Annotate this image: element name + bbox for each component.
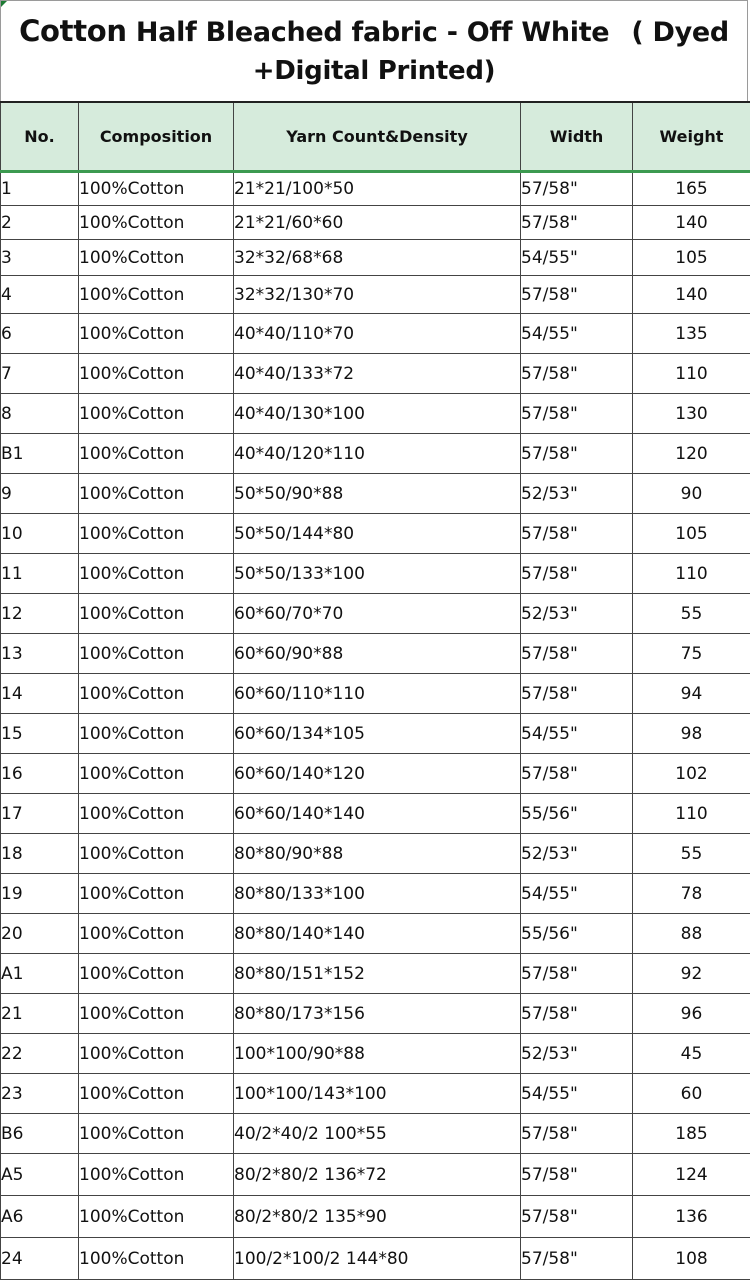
cell-width: 57/58": [521, 1196, 633, 1238]
cell-no: 6: [1, 314, 79, 354]
cell-width: 57/58": [521, 206, 633, 240]
table-row: [1, 914, 750, 954]
cell-width: 57/58": [521, 1238, 633, 1280]
cell-no: A6: [1, 1196, 79, 1238]
cell-weight: 55: [633, 834, 750, 874]
table-row: [1, 794, 750, 834]
header-width: Width: [521, 102, 633, 172]
cell-weight: 94: [633, 674, 750, 714]
cell-weight: 45: [633, 1034, 750, 1074]
cell-composition: 100%Cotton: [79, 172, 234, 206]
table-row: [1, 206, 750, 240]
cell-no: 12: [1, 594, 79, 634]
cell-width: 54/55": [521, 314, 633, 354]
cell-weight: 96: [633, 994, 750, 1034]
cell-no: 17: [1, 794, 79, 834]
cell-composition: 100%Cotton: [79, 874, 234, 914]
cell-composition: 100%Cotton: [79, 714, 234, 754]
cell-no: 14: [1, 674, 79, 714]
cell-yarn-count-density: 50*50/144*80: [234, 514, 521, 554]
cell-weight: 110: [633, 554, 750, 594]
table-row: [1, 714, 750, 754]
cell-yarn-count-density: 40*40/110*70: [234, 314, 521, 354]
table-row: [1, 754, 750, 794]
cell-composition: 100%Cotton: [79, 514, 234, 554]
cell-weight: 136: [633, 1196, 750, 1238]
cell-weight: 88: [633, 914, 750, 954]
cell-composition: 100%Cotton: [79, 674, 234, 714]
cell-yarn-count-density: 100*100/90*88: [234, 1034, 521, 1074]
cell-width: 55/56": [521, 794, 633, 834]
cell-weight: 78: [633, 874, 750, 914]
cell-yarn-count-density: 32*32/68*68: [234, 240, 521, 276]
cell-no: 9: [1, 474, 79, 514]
cell-no: 21: [1, 994, 79, 1034]
cell-width: 52/53": [521, 1034, 633, 1074]
header-weight: Weight: [633, 102, 750, 172]
cell-yarn-count-density: 60*60/110*110: [234, 674, 521, 714]
table-row: [1, 674, 750, 714]
cell-composition: 100%Cotton: [79, 794, 234, 834]
cell-width: 52/53": [521, 594, 633, 634]
fabric-spec-table: [0, 101, 750, 1280]
cell-composition: 100%Cotton: [79, 240, 234, 276]
table-row: [1, 394, 750, 434]
header-no: No.: [1, 102, 79, 172]
cell-weight: 98: [633, 714, 750, 754]
cell-width: 57/58": [521, 172, 633, 206]
cell-yarn-count-density: 60*60/140*120: [234, 754, 521, 794]
cell-weight: 105: [633, 514, 750, 554]
table-row: [1, 554, 750, 594]
table-row: [1, 514, 750, 554]
cell-composition: 100%Cotton: [79, 1034, 234, 1074]
cell-width: 57/58": [521, 1154, 633, 1196]
cell-weight: 102: [633, 754, 750, 794]
cell-composition: 100%Cotton: [79, 994, 234, 1034]
cell-width: 57/58": [521, 1114, 633, 1154]
cell-yarn-count-density: 80*80/173*156: [234, 994, 521, 1034]
cell-width: 57/58": [521, 634, 633, 674]
table-row: [1, 1238, 750, 1280]
page-title-line-1: [1, 11, 747, 53]
table-row: [1, 1154, 750, 1196]
cell-width: 57/58": [521, 276, 633, 314]
cell-no: 19: [1, 874, 79, 914]
cell-weight: 90: [633, 474, 750, 514]
cell-composition: 100%Cotton: [79, 394, 234, 434]
cell-weight: 92: [633, 954, 750, 994]
cell-yarn-count-density: 40*40/130*100: [234, 394, 521, 434]
cell-yarn-count-density: 80*80/140*140: [234, 914, 521, 954]
cell-yarn-count-density: 40/2*40/2 100*55: [234, 1114, 521, 1154]
table-row: [1, 1114, 750, 1154]
cell-weight: 140: [633, 206, 750, 240]
cell-weight: 185: [633, 1114, 750, 1154]
cell-weight: 75: [633, 634, 750, 674]
cell-composition: 100%Cotton: [79, 434, 234, 474]
table-row: [1, 594, 750, 634]
table-row: [1, 994, 750, 1034]
cell-no: A5: [1, 1154, 79, 1196]
cell-composition: 100%Cotton: [79, 354, 234, 394]
cell-no: 10: [1, 514, 79, 554]
table-row: [1, 634, 750, 674]
cell-composition: 100%Cotton: [79, 594, 234, 634]
cell-width: 54/55": [521, 874, 633, 914]
cell-width: 57/58": [521, 994, 633, 1034]
cell-width: 55/56": [521, 914, 633, 954]
cell-width: 57/58": [521, 754, 633, 794]
cell-width: 57/58": [521, 434, 633, 474]
cell-width: 57/58": [521, 674, 633, 714]
page-title-line-2: +Digital Printed): [1, 53, 747, 89]
cell-composition: 100%Cotton: [79, 1074, 234, 1114]
cell-yarn-count-density: 60*60/140*140: [234, 794, 521, 834]
table-row: [1, 1034, 750, 1074]
cell-composition: 100%Cotton: [79, 276, 234, 314]
cell-width: 54/55": [521, 1074, 633, 1114]
cell-width: 57/58": [521, 394, 633, 434]
cell-weight: 120: [633, 434, 750, 474]
table-row: [1, 314, 750, 354]
cell-weight: 105: [633, 240, 750, 276]
cell-composition: 100%Cotton: [79, 314, 234, 354]
cell-width: 54/55": [521, 714, 633, 754]
table-row: [1, 434, 750, 474]
table-row: [1, 240, 750, 276]
cell-width: 57/58": [521, 554, 633, 594]
cell-width: 52/53": [521, 474, 633, 514]
table-row: [1, 1196, 750, 1238]
cell-yarn-count-density: 32*32/130*70: [234, 276, 521, 314]
cell-weight: 165: [633, 172, 750, 206]
cell-weight: 140: [633, 276, 750, 314]
cell-yarn-count-density: 60*60/70*70: [234, 594, 521, 634]
cell-yarn-count-density: 80*80/151*152: [234, 954, 521, 994]
header-yarn-count-density: Yarn Count&Density: [234, 102, 521, 172]
cell-no: 1: [1, 172, 79, 206]
cell-composition: 100%Cotton: [79, 1196, 234, 1238]
table-row: [1, 1074, 750, 1114]
header-composition: Composition: [79, 102, 234, 172]
title-fabric-name: Half Bleached fabric - Off White: [136, 17, 609, 48]
table-row: [1, 874, 750, 914]
cell-yarn-count-density: 60*60/134*105: [234, 714, 521, 754]
cell-composition: 100%Cotton: [79, 474, 234, 514]
cell-no: 15: [1, 714, 79, 754]
cell-composition: 100%Cotton: [79, 206, 234, 240]
title-dyed: ( Dyed: [631, 17, 729, 48]
cell-yarn-count-density: 21*21/100*50: [234, 172, 521, 206]
cell-width: 57/58": [521, 354, 633, 394]
cell-weight: 135: [633, 314, 750, 354]
cell-no: 2: [1, 206, 79, 240]
cell-no: A1: [1, 954, 79, 994]
cell-weight: 60: [633, 1074, 750, 1114]
cell-no: 3: [1, 240, 79, 276]
cell-weight: 55: [633, 594, 750, 634]
cell-yarn-count-density: 80/2*80/2 136*72: [234, 1154, 521, 1196]
cell-yarn-count-density: 50*50/90*88: [234, 474, 521, 514]
table-row: [1, 474, 750, 514]
cell-composition: 100%Cotton: [79, 754, 234, 794]
title-box: [0, 0, 748, 101]
cell-no: 11: [1, 554, 79, 594]
cell-weight: 110: [633, 354, 750, 394]
cell-no: B1: [1, 434, 79, 474]
cell-width: 54/55": [521, 240, 633, 276]
title-word-cotton: Cotton: [19, 14, 127, 48]
cell-composition: 100%Cotton: [79, 914, 234, 954]
cell-yarn-count-density: 21*21/60*60: [234, 206, 521, 240]
cell-yarn-count-density: 50*50/133*100: [234, 554, 521, 594]
table-row: [1, 954, 750, 994]
cell-weight: 110: [633, 794, 750, 834]
cell-no: 4: [1, 276, 79, 314]
cell-yarn-count-density: 40*40/120*110: [234, 434, 521, 474]
cell-no: B6: [1, 1114, 79, 1154]
table-row: [1, 172, 750, 206]
cell-width: 52/53": [521, 834, 633, 874]
cell-yarn-count-density: 80*80/90*88: [234, 834, 521, 874]
cell-composition: 100%Cotton: [79, 1238, 234, 1280]
cell-no: 18: [1, 834, 79, 874]
cell-yarn-count-density: 40*40/133*72: [234, 354, 521, 394]
table-row: [1, 354, 750, 394]
table-row: [1, 834, 750, 874]
cell-composition: 100%Cotton: [79, 634, 234, 674]
cell-width: 57/58": [521, 954, 633, 994]
cell-no: 8: [1, 394, 79, 434]
table-body: [1, 172, 750, 1280]
cell-no: 22: [1, 1034, 79, 1074]
cell-weight: 108: [633, 1238, 750, 1280]
cell-weight: 130: [633, 394, 750, 434]
cell-yarn-count-density: 80/2*80/2 135*90: [234, 1196, 521, 1238]
cell-yarn-count-density: 100*100/143*100: [234, 1074, 521, 1114]
cell-no: 7: [1, 354, 79, 394]
cell-no: 24: [1, 1238, 79, 1280]
cell-yarn-count-density: 80*80/133*100: [234, 874, 521, 914]
cell-no: 23: [1, 1074, 79, 1114]
cell-weight: 124: [633, 1154, 750, 1196]
cell-width: 57/58": [521, 514, 633, 554]
table-header-row: [1, 102, 750, 172]
cell-composition: 100%Cotton: [79, 834, 234, 874]
cell-composition: 100%Cotton: [79, 954, 234, 994]
cell-yarn-count-density: 100/2*100/2 144*80: [234, 1238, 521, 1280]
cell-yarn-count-density: 60*60/90*88: [234, 634, 521, 674]
cell-composition: 100%Cotton: [79, 1114, 234, 1154]
cell-no: 13: [1, 634, 79, 674]
table-row: [1, 276, 750, 314]
cell-no: 20: [1, 914, 79, 954]
cell-no: 16: [1, 754, 79, 794]
cell-composition: 100%Cotton: [79, 1154, 234, 1196]
cell-composition: 100%Cotton: [79, 554, 234, 594]
